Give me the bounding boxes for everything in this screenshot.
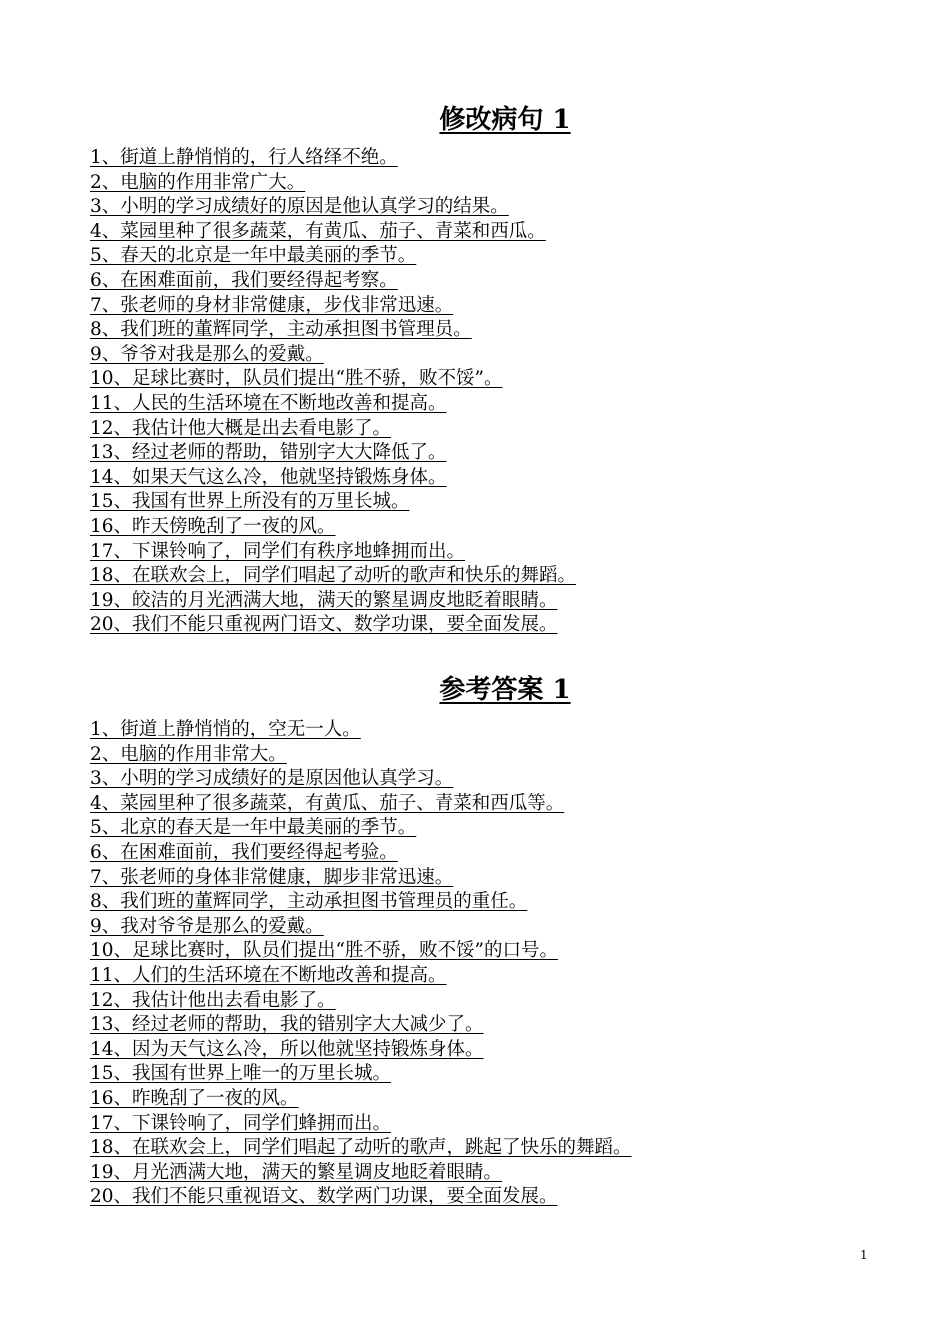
answers-list — [90, 718, 870, 1210]
question-item: 3、小明的学习成绩好的原因是他认真学习的结果。 — [90, 196, 509, 218]
answer-item: 10、足球比赛时，队员们提出“胜不骄，败不馁”的口号。 — [90, 940, 558, 962]
answer-item: 2、电脑的作用非常大。 — [90, 743, 287, 765]
question-item: 14、如果天气这么冷，他就坚持锻炼身体。 — [90, 466, 447, 488]
question-item: 12、我估计他大概是出去看电影了。 — [90, 417, 392, 439]
question-item: 4、菜园里种了很多蔬菜，有黄瓜、茄子、青菜和西瓜。 — [90, 220, 546, 242]
question-item: 15、我国有世界上所没有的万里长城。 — [90, 491, 410, 513]
answer-item: 1、街道上静悄悄的，空无一人。 — [90, 719, 361, 740]
question-item: 10、足球比赛时，队员们提出“胜不骄，败不馁”。 — [90, 368, 503, 390]
questions-list — [90, 146, 870, 638]
question-item: 17、下课铃响了，同学们有秩序地蜂拥而出。 — [90, 540, 466, 562]
question-item: 8、我们班的董辉同学，主动承担图书管理员。 — [90, 319, 472, 341]
page-number: 1 — [860, 1248, 868, 1262]
answer-item: 19、月光洒满大地，满天的繁星调皮地眨着眼睛。 — [90, 1161, 503, 1183]
answer-item: 12、我估计他出去看电影了。 — [90, 989, 336, 1011]
question-item: 1、街道上静悄悄的，行人络绎不绝。 — [90, 147, 398, 168]
question-item: 20、我们不能只重视两门语文、数学功课，要全面发展。 — [90, 614, 558, 636]
answer-item: 11、人们的生活环境在不断地改善和提高。 — [90, 964, 447, 986]
answer-item: 3、小明的学习成绩好的是原因他认真学习。 — [90, 768, 454, 790]
answer-item: 5、北京的春天是一年中最美丽的季节。 — [90, 817, 417, 839]
questions-title-text: 修改病句 1 — [439, 105, 571, 135]
answer-item: 14、因为天气这么冷，所以他就坚持锻炼身体。 — [90, 1038, 484, 1060]
answer-item: 18、在联欢会上，同学们唱起了动听的歌声，跳起了快乐的舞蹈。 — [90, 1137, 632, 1159]
answers-title — [0, 674, 950, 706]
answer-item: 8、我们班的董辉同学，主动承担图书管理员的重任。 — [90, 891, 528, 913]
question-item: 19、皎洁的月光洒满大地，满天的繁星调皮地眨着眼睛。 — [90, 589, 558, 611]
question-item: 2、电脑的作用非常广大。 — [90, 171, 306, 193]
question-item: 11、人民的生活环境在不断地改善和提高。 — [90, 392, 447, 414]
question-item: 5、春天的北京是一年中最美丽的季节。 — [90, 245, 417, 267]
answer-item: 6、在困难面前，我们要经得起考验。 — [90, 841, 398, 863]
answer-item: 20、我们不能只重视语文、数学两门功课，要全面发展。 — [90, 1186, 558, 1208]
answer-item: 16、昨晚刮了一夜的风。 — [90, 1087, 299, 1109]
question-item: 9、爷爷对我是那么的爱戴。 — [90, 343, 324, 365]
question-item: 18、在联欢会上，同学们唱起了动听的歌声和快乐的舞蹈。 — [90, 565, 577, 587]
questions-title — [0, 104, 950, 136]
question-item: 13、经过老师的帮助，错别字大大降低了。 — [90, 442, 447, 464]
question-item: 7、张老师的身材非常健康，步伐非常迅速。 — [90, 294, 454, 316]
answer-item: 15、我国有世界上唯一的万里长城。 — [90, 1063, 392, 1085]
answer-item: 7、张老师的身体非常健康，脚步非常迅速。 — [90, 866, 454, 888]
answers-title-text: 参考答案 1 — [439, 675, 571, 705]
question-item: 16、昨天傍晚刮了一夜的风。 — [90, 515, 336, 537]
question-item: 6、在困难面前，我们要经得起考察。 — [90, 269, 398, 291]
answer-item: 13、经过老师的帮助，我的错别字大大减少了。 — [90, 1014, 484, 1036]
answer-item: 4、菜园里种了很多蔬菜，有黄瓜、茄子、青菜和西瓜等。 — [90, 792, 565, 814]
answer-item: 9、我对爷爷是那么的爱戴。 — [90, 915, 324, 937]
answer-item: 17、下课铃响了，同学们蜂拥而出。 — [90, 1112, 392, 1134]
